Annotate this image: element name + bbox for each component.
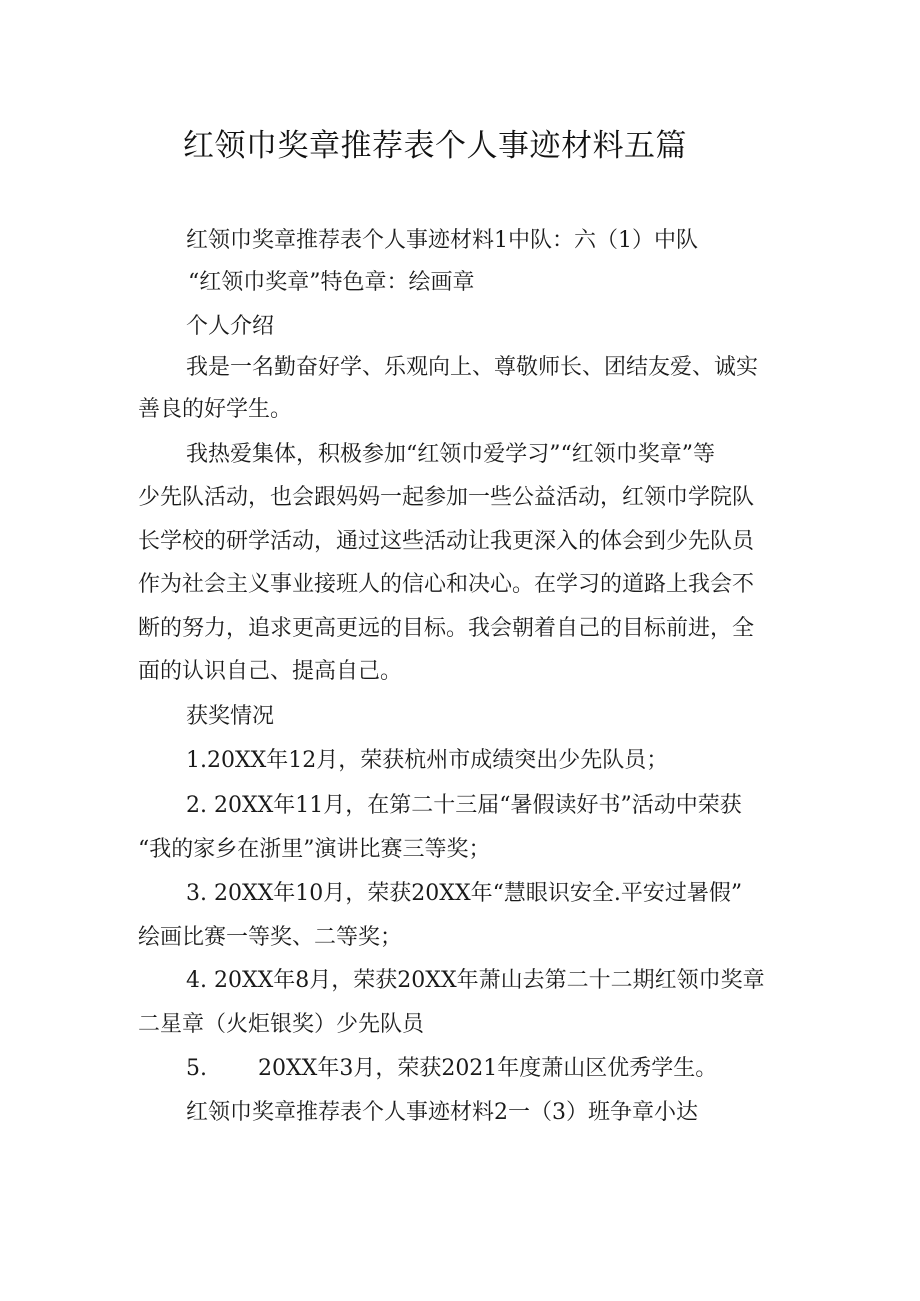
section-heading-awards: 获奖情况 (186, 704, 275, 729)
award-item-4-continued: 二星章（火炬银奖）少先队员 (138, 1012, 425, 1037)
award-item-2-continued: “我的家乡在浙里”演讲比赛三等奖； (138, 837, 491, 862)
section-heading-personal-intro: 个人介绍 (186, 314, 275, 339)
award-item-3-continued: 绘画比赛一等奖、二等奖； (138, 925, 403, 950)
paragraph-line: 断的努力，追求更高更远的目标。我会朝着自己的目标前进，全 (138, 616, 755, 641)
paragraph-line: 我热爱集体，积极参加“红领巾爱学习”“红领巾奖章”等 (186, 442, 715, 467)
award-item-3: 3. 20XX年10月，荣获20XX年“慧眼识安全.平安过暑假” (186, 881, 743, 906)
paragraph-line: 我是一名勤奋好学、乐观向上、尊敬师长、团结友爱、诚实 (186, 355, 759, 380)
paragraph-line: 善良的好学生。 (138, 397, 293, 422)
award-item-2: 2. 20XX年11月，在第二十三届“暑假读好书”活动中荣获 (186, 793, 742, 818)
paragraph-line: 作为社会主义事业接班人的信心和决心。在学习的道路上我会不 (138, 572, 755, 597)
award-item-5-number: 5. (186, 1056, 207, 1081)
intro-line-material-1: 红领巾奖章推荐表个人事迹材料1中队：六（1）中队 (186, 228, 698, 253)
paragraph-line: 面的认识自己、提高自己。 (138, 659, 403, 684)
document-title: 红领巾奖章推荐表个人事迹材料五篇 (183, 128, 687, 164)
intro-line-material-2: 红领巾奖章推荐表个人事迹材料2一（3）班争章小达 (186, 1100, 698, 1125)
award-item-5: 20XX年3月，荣获2021年度萧山区优秀学生。 (258, 1056, 718, 1081)
paragraph-line: 少先队活动，也会跟妈妈一起参加一些公益活动，红领巾学院队 (138, 485, 755, 510)
award-item-4: 4. 20XX年8月，荣获20XX年萧山去第二十二期红领巾奖章 (186, 968, 765, 993)
award-item-1: 1.20XX年12月，荣获杭州市成绩突出少先队员； (186, 748, 669, 773)
paragraph-line: 长学校的研学活动，通过这些活动让我更深入的体会到少先队员 (138, 529, 755, 554)
badge-line: “红领巾奖章”特色章：绘画章 (188, 270, 475, 295)
